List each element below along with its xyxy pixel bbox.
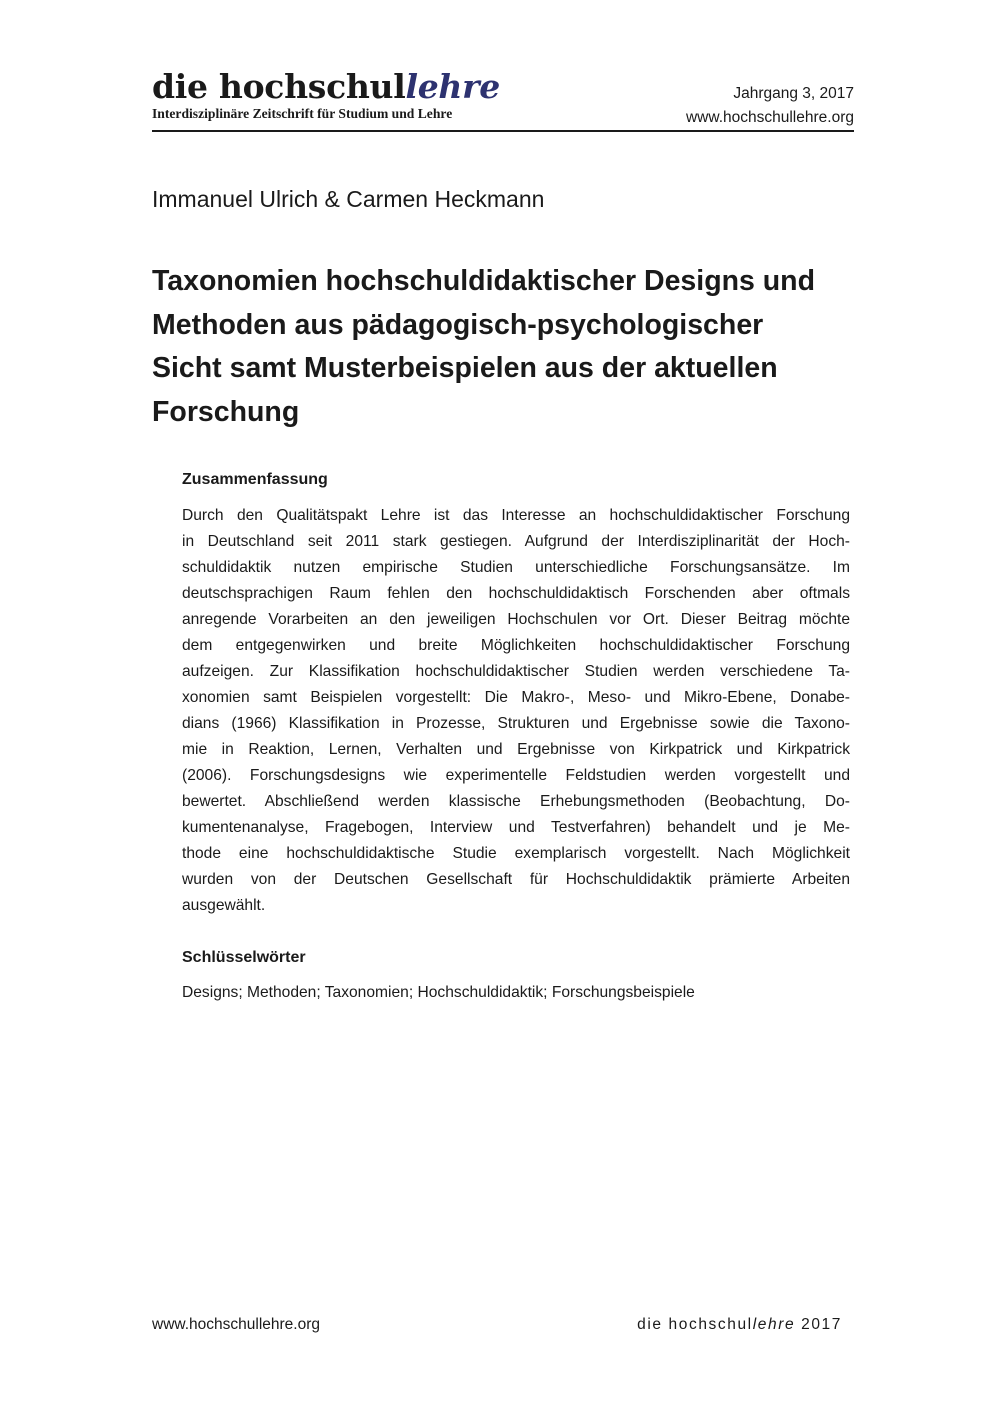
abstract-line: deutschsprachigen Raum fehlen den hochschuldidaktisch Forschenden aber oftmals (182, 585, 850, 602)
article-title-line: Methoden aus pädagogisch-psychologischer (152, 308, 764, 341)
article-title (152, 260, 892, 434)
abstract-line: dem entgegenwirken und breite Möglichkeiten hochschuldidaktischer Forschung (182, 637, 850, 654)
keywords-heading: Schlüsselwörter (182, 949, 306, 966)
journal-logo-accent: lehre (405, 67, 500, 106)
article-authors: Immanuel Ulrich & Carmen Heckmann (152, 186, 545, 212)
abstract-line: anregende Vorarbeiten an den jeweiligen Hochschulen vor Ort. Dieser Beitrag möchte (182, 611, 850, 628)
footer-journal (637, 1314, 842, 1336)
footer-journal-accent: lehre (752, 1316, 796, 1333)
abstract-line: thode eine hochschuldidaktische Studie exemplarisch vorgestellt. Nach Möglichkeit (182, 845, 850, 862)
article-title-line: Taxonomien hochschuldidaktischer Designs und (152, 265, 816, 297)
abstract-line: schuldidaktik nutzen empirische Studien unterschiedliche Forschungsansätze. Im (182, 559, 850, 576)
abstract-line: (2006). Forschungsdesigns wie experimentelle Feldstudien werden vorgestellt und (182, 767, 850, 784)
journal-subtitle: Interdisziplinäre Zeitschrift für Studium und Lehre (152, 106, 453, 121)
issue-label: Jahrgang 3, 2017 (733, 85, 854, 102)
journal-masthead (152, 68, 854, 132)
keywords-text: Designs; Methoden; Taxonomien; Hochschuldidaktik; Forschungsbeispiele (182, 984, 695, 1001)
abstract-line: ausgewählt. (182, 897, 266, 914)
abstract-line: dians (1966) Klassifikation in Prozesse, Strukturen und Ergebnisse sowie die Taxono- (182, 715, 850, 732)
article-title-line: Sicht samt Musterbeispielen aus der aktuellen (152, 352, 778, 384)
footer-journal-main: die hochschul (637, 1316, 753, 1333)
abstract-line: wurden von der Deutschen Gesellschaft für Hochschuldidaktik prämierte Arbeiten (182, 871, 850, 888)
issue-info (686, 82, 854, 130)
abstract-line: xonomien samt Beispielen vorgestellt: Die Makro-, Meso- und Mikro-Ebene, Donabe- (182, 689, 850, 706)
abstract-heading: Zusammenfassung (182, 471, 328, 488)
journal-logo-main: die hochschul (152, 67, 406, 106)
abstract-line: aufzeigen. Zur Klassifikation hochschuldidaktischer Studien werden verschiedene Ta- (182, 663, 850, 680)
abstract-line: mie in Reaktion, Lernen, Verhalten und Ergebnisse von Kirkpatrick und Kirkpatrick (182, 741, 850, 758)
abstract-line: Durch den Qualitätspakt Lehre ist das Interesse an hochschuldidaktischer Forschung (182, 507, 850, 524)
footer-journal-year: 2017 (795, 1316, 842, 1333)
abstract-body (182, 503, 850, 919)
journal-logo (152, 67, 500, 106)
header-website: www.hochschullehre.org (685, 109, 854, 126)
abstract-line: kumentenanalyse, Fragebogen, Interview und Testverfahren) behandelt und je Me- (182, 819, 850, 836)
abstract-line: in Deutschland seit 2011 stark gestiegen. Aufgrund der Interdisziplinarität der Hoch- (182, 533, 850, 550)
abstract-line: bewertet. Abschließend werden klassische Erhebungsmethoden (Beobachtung, Do- (182, 793, 850, 810)
article-title-line: Forschung (152, 395, 300, 428)
footer-website: www.hochschullehre.org (152, 1316, 321, 1333)
